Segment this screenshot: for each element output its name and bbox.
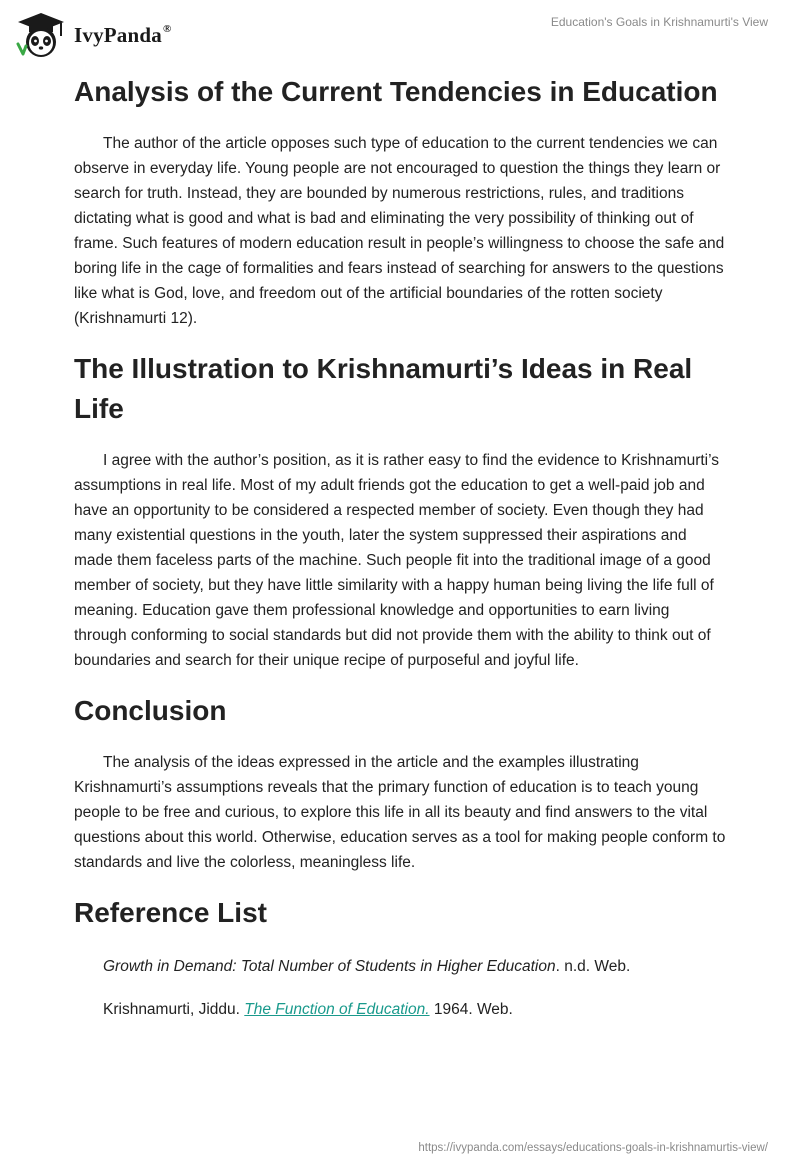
reference-heading: Reference List (74, 897, 267, 928)
reference-item (74, 997, 726, 1022)
page-header (0, 0, 800, 70)
brand-name: IvyPanda® (74, 22, 172, 47)
reference-author: Krishnamurti, Jiddu. (103, 1001, 245, 1018)
source-url[interactable]: https://ivypanda.com/essays/educations-goals-in-krishnamurtis-view/ (418, 1142, 768, 1154)
reference-rest: . n.d. Web. (555, 958, 631, 975)
section-paragraph: The author of the article opposes such type of education to the current tendencies we can observe in everyday life. Young people are not encouraged to question the things they learn or search for truth. Instead, they are bounded by numerous restrictions, rules, and traditions dictating what is good and what is bad and eliminating the very possibility of thinking out of frame. Such features of modern education result in people’s willingness to choose the safe and boring life in the cage of formalities and fears instead of searching for answers to the questions like what is God, love, and freedom out of the artificial boundaries of the rotten society (Krishnamurti 12). (74, 135, 725, 327)
reference-title: Growth in Demand: Total Number of Students in Higher Education (103, 958, 556, 975)
document-title: Education's Goals in Krishnamurti's View (550, 15, 768, 29)
reference-item (74, 954, 726, 979)
reference-rest: 1964. Web. (429, 1001, 513, 1018)
essay-content (74, 72, 726, 1022)
section-heading: Analysis of the Current Tendencies in Education (74, 76, 718, 107)
section-reference-list (74, 893, 726, 1022)
section-illustration (74, 349, 726, 673)
section-conclusion (74, 691, 726, 875)
section-heading: The Illustration to Krishnamurti’s Ideas in Real Life (74, 353, 693, 424)
section-current-tendencies (74, 72, 726, 331)
reference-link[interactable]: The Function of Education. (244, 1001, 430, 1018)
section-paragraph: I agree with the author’s position, as it is rather easy to find the evidence to Krishnamurti’s assumptions in real life. Most of my adult friends got the education to get a well-paid job and have an opportunity to be considered a respected member of society. Even though they had many existential questions in the youth, later the system suppressed their aspirations and made them faceless parts of the machine. Such people fit into the traditional image of a good member of society, but they have little similarity with a happy human being living the life full of meaning. Education gave them professional knowledge and opportunities to earn living through conforming to social standards but did not provide them with the ability to think out of boundaries and search for their unique recipe of purposeful and joyful life. (74, 452, 720, 669)
panda-graduate-icon (14, 10, 68, 60)
ivypanda-logo[interactable] (14, 10, 171, 60)
section-paragraph: The analysis of the ideas expressed in the article and the examples illustrating Krishnamurti’s assumptions reveals that the primary function of education is to teach young people to be free and curious, to explore this life in all its beauty and find answers to the vital questions about this world. Otherwise, education serves as a tool for making people conform to standards and live the colorless, meaningless life. (74, 754, 726, 871)
section-heading: Conclusion (74, 695, 227, 726)
